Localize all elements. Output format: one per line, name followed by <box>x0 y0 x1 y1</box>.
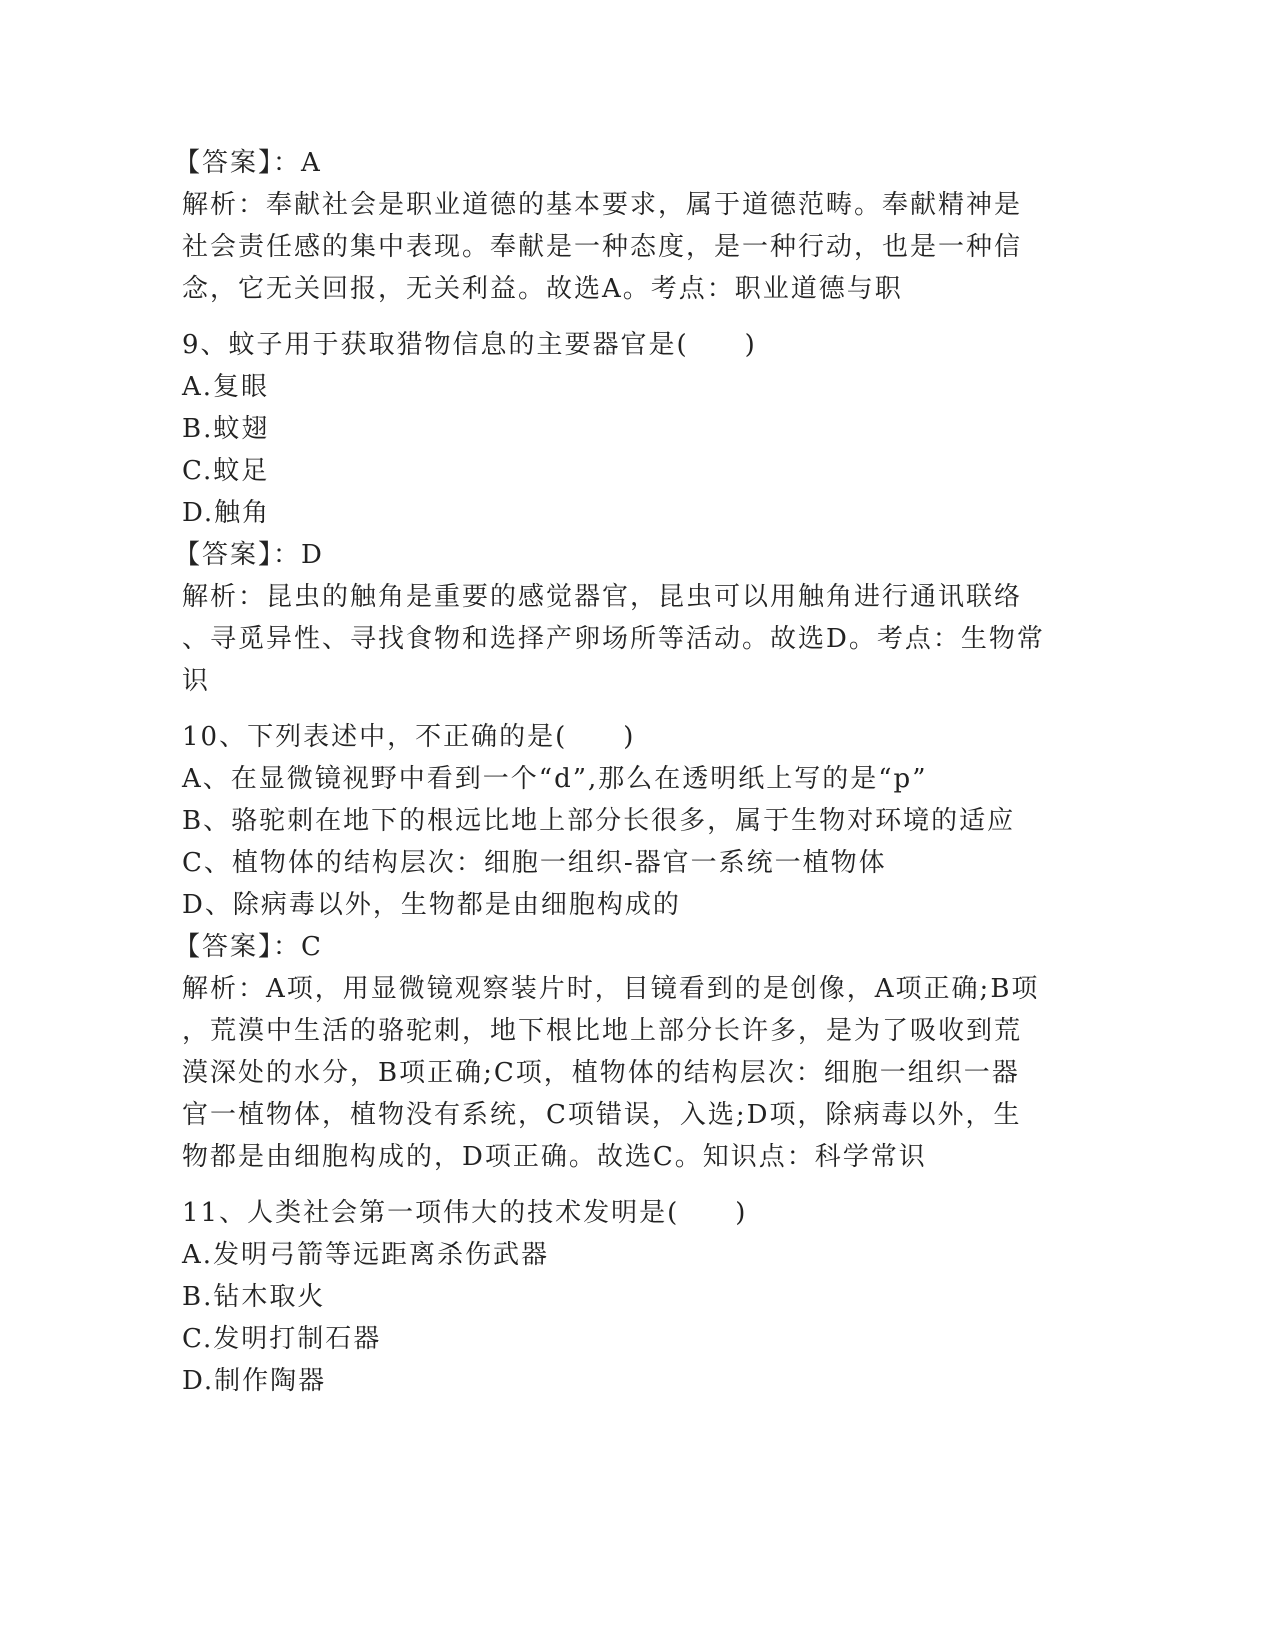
question-stem: 10、下列表述中，不正确的是( ) <box>182 722 636 752</box>
option-a: A.发明弓箭等远距离杀伤武器 <box>182 1240 550 1270</box>
option-b: B.钻木取火 <box>182 1282 326 1312</box>
question-10 <box>174 716 1082 1178</box>
option-c: C.发明打制石器 <box>182 1324 382 1354</box>
answer-line: 【答案】：D <box>174 540 324 570</box>
option-d: D.制作陶器 <box>182 1366 327 1396</box>
option-c: C、植物体的结构层次：细胞一组织-器官一系统一植物体 <box>182 848 887 878</box>
analysis-line: 官一植物体，植物没有系统，C项错误，入选;D项，除病毒以外，生 <box>182 1100 1022 1130</box>
question-9 <box>174 324 1082 702</box>
analysis-line: 漠深处的水分，B项正确;C项，植物体的结构层次：细胞一组织一器 <box>182 1058 1020 1088</box>
analysis-line: 物都是由细胞构成的，D项正确。故选C。知识点：科学常识 <box>182 1142 927 1172</box>
document-page <box>174 142 1082 1402</box>
option-d: D、除病毒以外，生物都是由细胞构成的 <box>182 890 681 920</box>
analysis-line: 、寻觅异性、寻找食物和选择产卵场所等活动。故选D。考点：生物常 <box>182 624 1045 654</box>
analysis-line: ，荒漠中生活的骆驼刺，地下根比地上部分长许多，是为了吸收到荒 <box>182 1016 1023 1046</box>
answer-line: 【答案】：C <box>174 932 323 962</box>
option-b: B.蚊翅 <box>182 414 270 444</box>
analysis-line: 解析：奉献社会是职业道德的基本要求，属于道德范畴。奉献精神是 <box>182 190 1023 220</box>
spacer <box>182 310 1082 324</box>
analysis-line: 社会责任感的集中表现。奉献是一种态度，是一种行动，也是一种信 <box>182 232 1023 262</box>
option-c: C.蚊足 <box>182 456 270 486</box>
analysis-line: 念，它无关回报，无关利益。故选A。考点：职业道德与职 <box>182 274 903 304</box>
spacer <box>182 1178 1082 1192</box>
option-d: D.触角 <box>182 498 271 528</box>
option-a: A、在显微镜视野中看到一个“d”,那么在透明纸上写的是“p” <box>182 764 928 794</box>
question-stem: 9、蚊子用于获取猎物信息的主要器官是( ) <box>182 330 757 360</box>
question-11 <box>182 1192 1082 1402</box>
option-a: A.复眼 <box>182 372 270 402</box>
question-8-tail <box>174 142 1082 310</box>
answer-line: 【答案】：A <box>174 148 322 178</box>
spacer <box>182 702 1082 716</box>
analysis-line: 识 <box>182 666 211 696</box>
option-b: B、骆驼刺在地下的根远比地上部分长很多，属于生物对环境的适应 <box>182 806 1016 836</box>
analysis-line: 解析：昆虫的触角是重要的感觉器官，昆虫可以用触角进行通讯联络 <box>182 582 1023 612</box>
analysis-line: 解析：A项，用显微镜观察装片时，目镜看到的是创像，A项正确;B项 <box>182 974 1040 1004</box>
question-stem: 11、人类社会第一项伟大的技术发明是( ) <box>182 1198 748 1228</box>
